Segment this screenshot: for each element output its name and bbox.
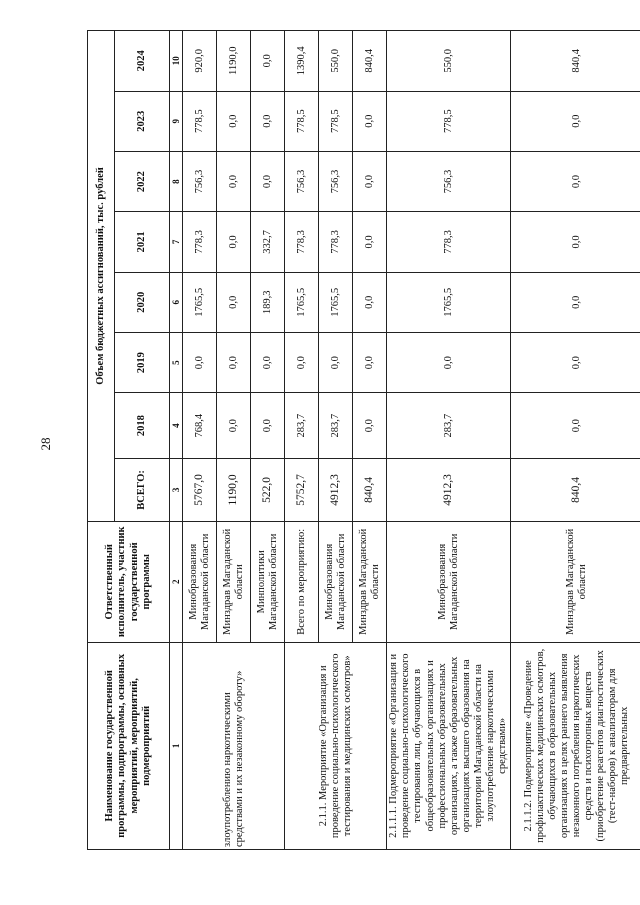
value-cell: 0,0 [353,272,387,332]
value-cell: 0,0 [217,272,251,332]
total-cell: 4912,3 [319,458,353,521]
program-name-cell: злоупотреблению наркотическими средствами и их незаконному обороту» [183,642,285,849]
value-cell: 768,4 [183,393,217,459]
column-number: 5 [170,332,183,392]
value-cell: 1765,5 [183,272,217,332]
column-number: 2 [170,521,183,642]
value-cell: 283,7 [319,393,353,459]
value-cell: 189,3 [251,272,285,332]
executor-cell: Минобразования Магаданской области [319,521,353,642]
value-cell: 0,0 [251,151,285,211]
total-cell: 5767,0 [183,458,217,521]
value-cell: 1190,0 [217,31,251,92]
table-row [285,31,319,850]
value-cell: 283,7 [387,393,511,459]
value-cell: 756,3 [285,151,319,211]
executor-cell: Минполитики Магаданской области [251,521,285,642]
value-cell: 1390,4 [285,31,319,92]
total-cell: 5752,7 [285,458,319,521]
value-cell: 778,3 [319,212,353,272]
value-cell: 0,0 [217,212,251,272]
value-cell: 0,0 [510,91,640,151]
column-number: 9 [170,91,183,151]
column-number: 3 [170,458,183,521]
value-cell: 0,0 [217,91,251,151]
column-number: 4 [170,393,183,459]
header-name: Наименование государственной программы, подпрограммы, основных мероприятий, мероприятий, подмероприятий [88,642,170,849]
value-cell: 778,3 [285,212,319,272]
submeasure-name-cell: 2.1.1.2. Подмероприятие «Проведение профилактических медицинских осмотров, обучающихся в образовательных организациях в целях раннего выявления незаконного потребления наркотических средств и психотропных веществ (приобретение реагентов диагностических (тест-наборов) к анализаторам для предварительных [510,642,640,849]
executor-cell: Всего по мероприятию: [285,521,319,642]
measure-name-cell: 2.1.1. Мероприятие «Организация и проведение социально-психологического тестирования и медицинских осмотров» [285,642,387,849]
executor-cell: Минздрав Магаданской области [510,521,640,642]
table-row [387,31,511,850]
value-cell: 778,3 [387,212,511,272]
value-cell: 0,0 [353,91,387,151]
value-cell: 0,0 [353,151,387,211]
executor-cell: Минобразования Магаданской области [183,521,217,642]
value-cell: 0,0 [510,272,640,332]
value-cell: 0,0 [217,151,251,211]
total-cell: 840,4 [353,458,387,521]
header-year: 2022 [115,151,170,211]
column-number: 1 [170,642,183,849]
value-cell: 0,0 [387,332,511,392]
value-cell: 756,3 [387,151,511,211]
value-cell: 0,0 [319,332,353,392]
value-cell: 0,0 [251,332,285,392]
table-row [510,31,640,850]
header-year: 2021 [115,212,170,272]
total-cell: 1190,0 [217,458,251,521]
header-year: 2019 [115,332,170,392]
value-cell: 0,0 [217,332,251,392]
value-cell: 0,0 [510,332,640,392]
total-cell: 840,4 [510,458,640,521]
budget-table [87,30,640,850]
value-cell: 778,5 [285,91,319,151]
value-cell: 0,0 [251,91,285,151]
header-year: 2018 [115,393,170,459]
value-cell: 0,0 [353,393,387,459]
rotated-table-container [87,30,637,850]
column-number: 6 [170,272,183,332]
executor-cell: Минздрав Магаданской области [217,521,251,642]
executor-cell: Минздрав Магаданской области [353,521,387,642]
value-cell: 0,0 [251,393,285,459]
value-cell: 1765,5 [319,272,353,332]
value-cell: 756,3 [183,151,217,211]
value-cell: 920,0 [183,31,217,92]
value-cell: 1765,5 [285,272,319,332]
executor-cell: Минобразования Магаданской области [387,521,511,642]
value-cell: 283,7 [285,393,319,459]
value-cell: 778,5 [387,91,511,151]
value-cell: 778,3 [183,212,217,272]
value-cell: 0,0 [510,393,640,459]
value-cell: 0,0 [217,393,251,459]
header-year: 2023 [115,91,170,151]
value-cell: 778,5 [319,91,353,151]
header-year: 2020 [115,272,170,332]
value-cell: 0,0 [510,212,640,272]
value-cell: 0,0 [285,332,319,392]
column-number: 7 [170,212,183,272]
header-budget: Объем бюджетных ассигнований, тыс. рублей [88,31,115,522]
page-number: 28 [38,437,53,451]
value-cell: 332,7 [251,212,285,272]
value-cell: 778,5 [183,91,217,151]
total-cell: 522,0 [251,458,285,521]
header-year: 2024 [115,31,170,92]
submeasure-name-cell: 2.1.1.1. Подмероприятие «Организация и проведение социально-психологического тестирования лиц, обучающихся в общеобразовательных организациях и профессиональных образовательных организациях, а также образовательных организациях высшего образования на территории Магаданской области на злоупотребление наркотическими средствами» [387,642,511,849]
value-cell: 0,0 [353,332,387,392]
value-cell: 0,0 [183,332,217,392]
value-cell: 0,0 [251,31,285,92]
value-cell: 840,4 [353,31,387,92]
total-cell: 4912,3 [387,458,511,521]
header-total: ВСЕГО: [115,458,170,521]
table-row [183,31,217,850]
value-cell: 550,0 [387,31,511,92]
column-number: 8 [170,151,183,211]
value-cell: 0,0 [510,151,640,211]
value-cell: 0,0 [353,212,387,272]
value-cell: 550,0 [319,31,353,92]
value-cell: 840,4 [510,31,640,92]
column-number: 10 [170,31,183,92]
header-executor: Ответственный исполнитель, участник государственной программы [88,521,170,642]
value-cell: 756,3 [319,151,353,211]
value-cell: 1765,5 [387,272,511,332]
